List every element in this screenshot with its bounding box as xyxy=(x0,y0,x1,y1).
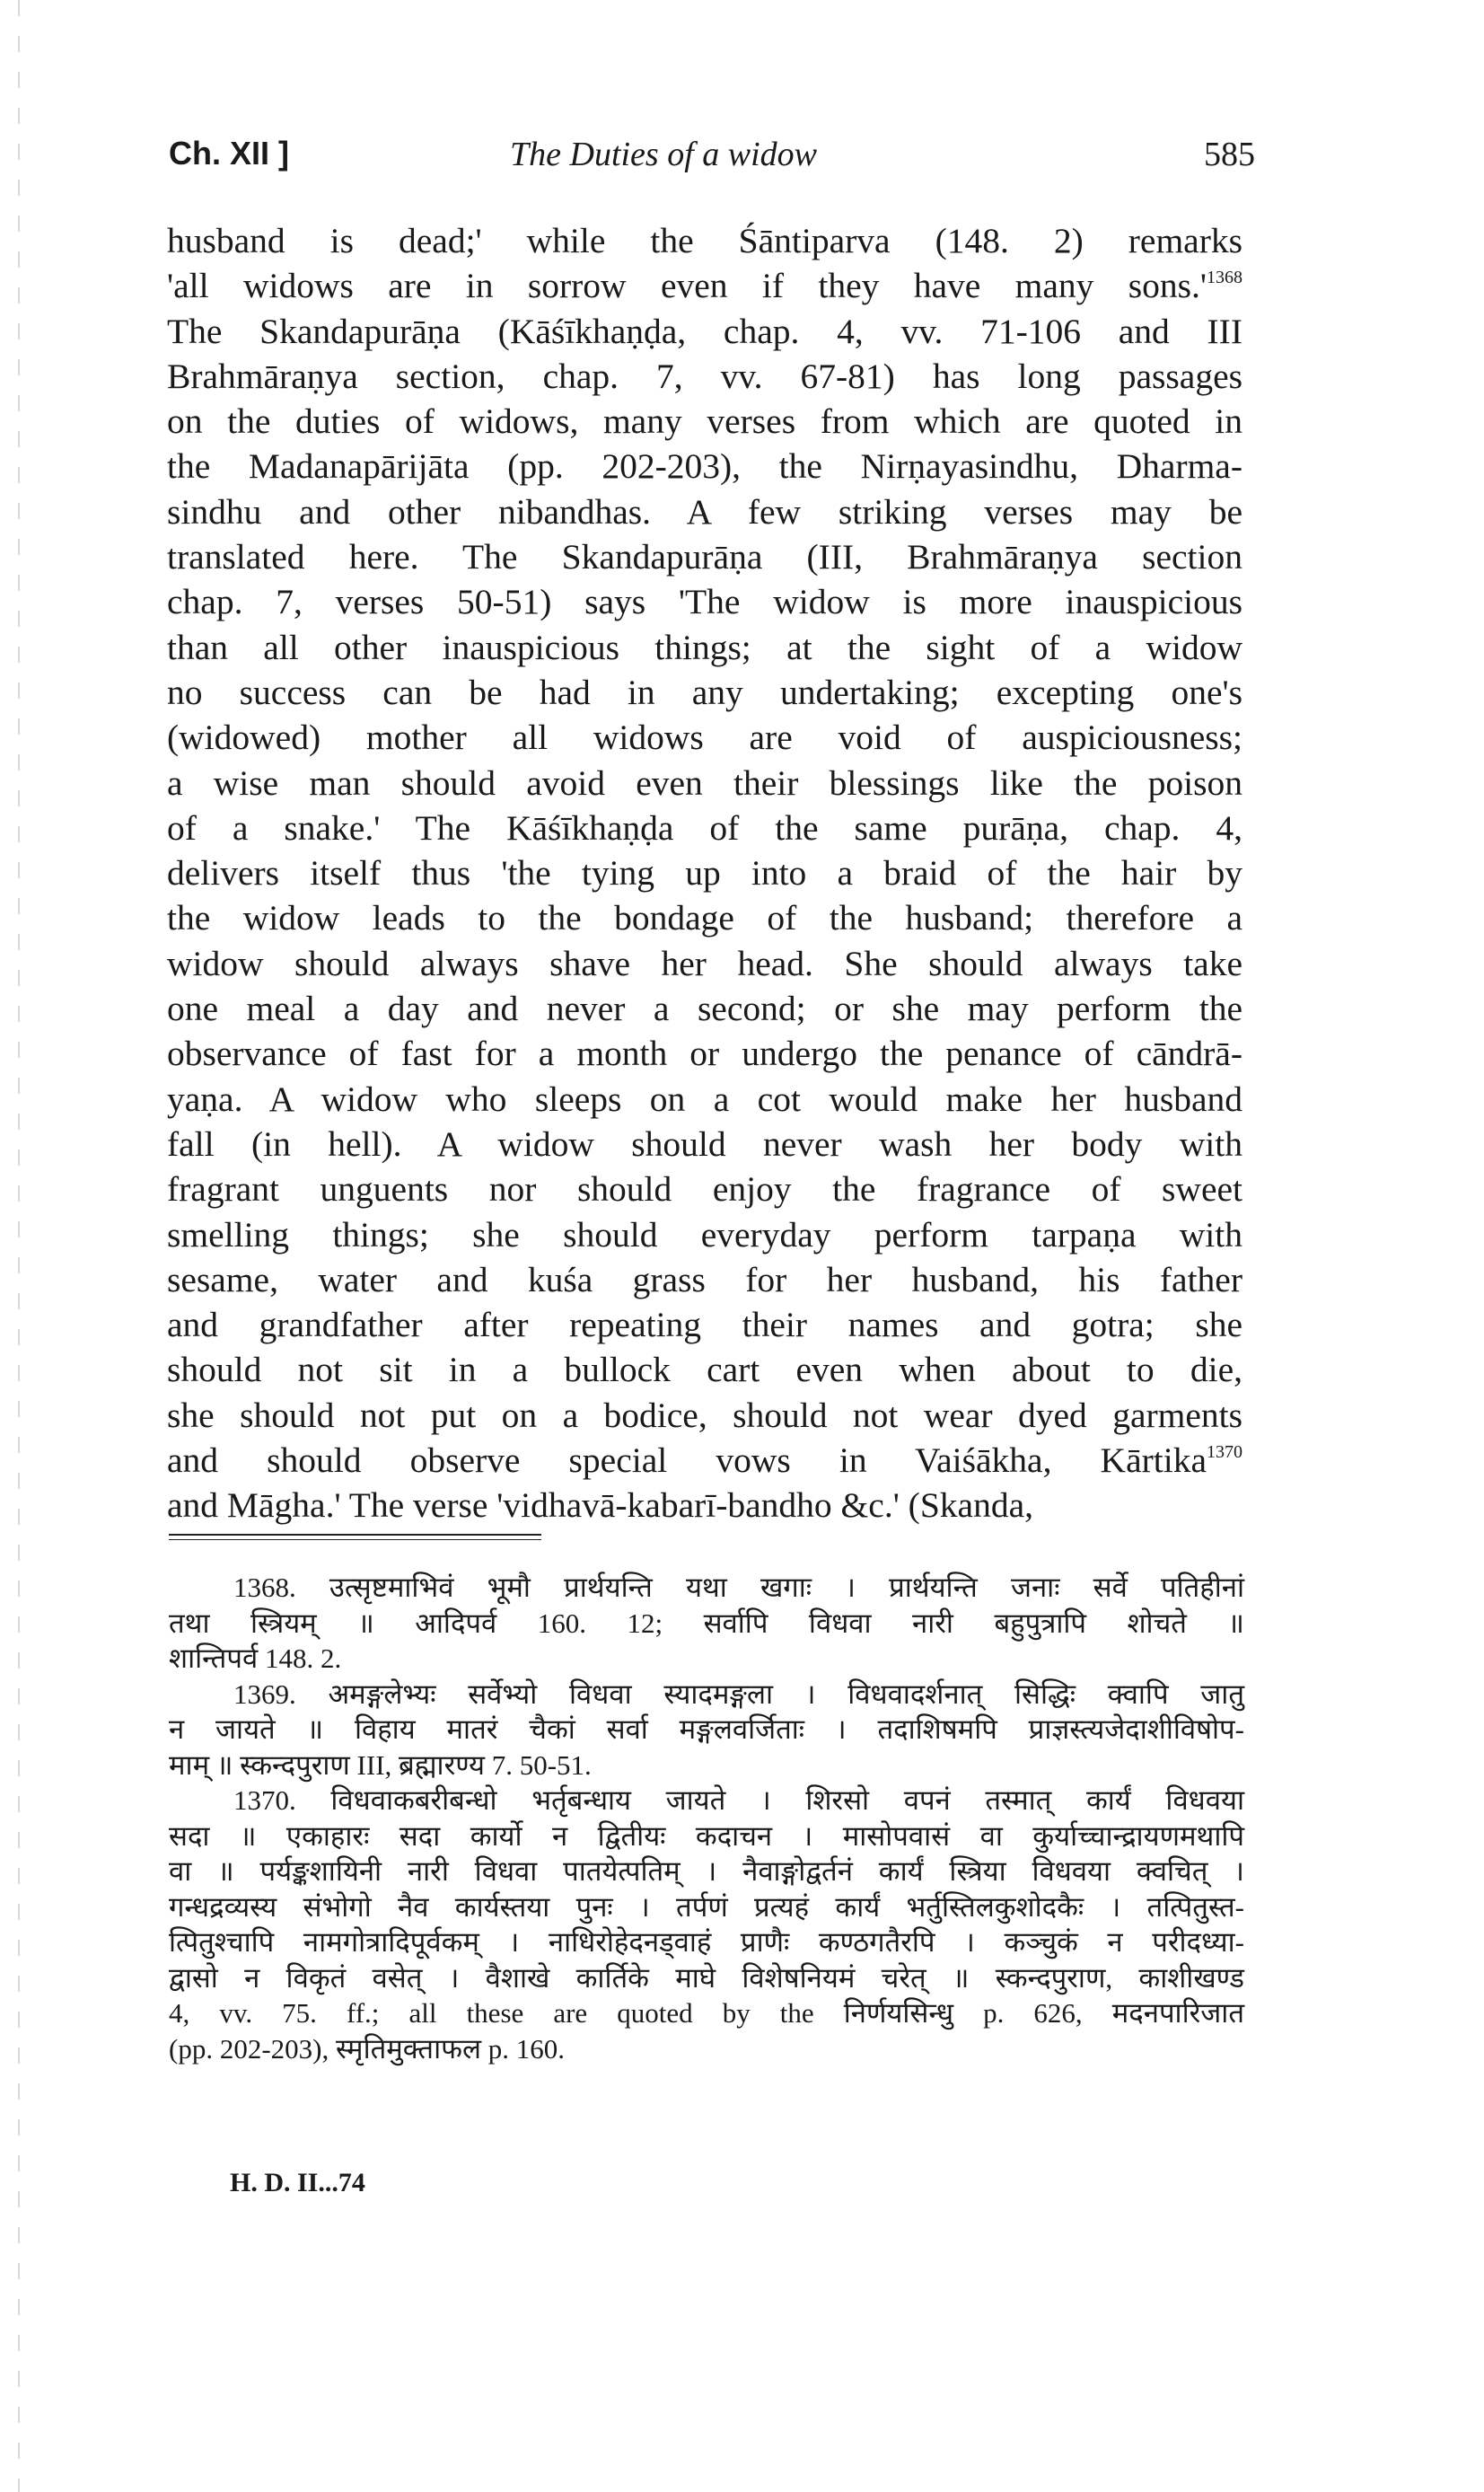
footnotes xyxy=(169,1570,1244,2066)
running-header xyxy=(169,135,1255,189)
text-line: of a snake.' The Kāśīkhaṇḍa of the same purāṇa, chap. 4, xyxy=(167,807,1243,848)
text-line: 'all widows are in sorrow even if they have many $sons.'^{1368}$ xyxy=(167,266,1243,306)
text-line: chap. 7, verses 50-51) says 'The widow is more inauspicious xyxy=(167,582,1243,622)
text-line: a wise man should avoid even their blessings like the poison xyxy=(167,762,1243,803)
footnote-line: (pp. 202-203), स्मृतिमुक्ताफल p. 160. xyxy=(169,2032,566,2065)
text-line: should not sit in a bullock cart even when about to die, xyxy=(167,1350,1243,1390)
footnote-line: न जायते ॥ विहाय मातरं चैकां सर्वा मङ्गलवर्जिताः । तदाशिषमपि प्राज्ञस्त्यजेदाशीविषोप- xyxy=(169,1713,1244,1745)
text-line: on the duties of widows, many verses from which are quoted in xyxy=(167,401,1243,442)
text-line: widow should always shave her head. She should always take xyxy=(167,943,1243,983)
footnote-line: द्वासो न विकृतं वसेत् । वैशाखे कार्तिके माघे विशेषनियमं चरेत् ॥ स्कन्दपुराण, काशीखण्ड xyxy=(169,1961,1244,1994)
text-line: and grandfather after repeating their names and gotra; she xyxy=(167,1305,1243,1345)
footnote-line: सदा ॥ एकाहारः सदा कार्यो न द्वितीयः कदाचन । मासोपवासं वा कुर्याच्चान्द्रायणमथापि xyxy=(169,1819,1244,1852)
text-line: (widowed) mother all widows are void of auspiciousness; xyxy=(167,718,1243,758)
footnote-line: गन्धद्रव्यस्य संभोगो नैव कार्यस्तया पुनः । तर्पणं प्रत्यहं कार्यं भर्तुस्तिलकुशोदकैः । तत्पितुस्त- xyxy=(169,1890,1244,1923)
footnote-line: 1369. अमङ्गलेभ्यः सर्वेभ्यो विधवा स्यादमङ्गला । विधवादर्शनात् सिद्धिः क्वापि जातु xyxy=(233,1677,1244,1710)
text-line: yaṇa. A widow who sleeps on a cot would make her husband xyxy=(167,1079,1243,1119)
chapter-label: Ch. XII ] xyxy=(169,135,289,172)
footnote-line: वा ॥ पर्यङ्कशायिनी नारी विधवा पातयेत्पतिम् । नैवाङ्गोद्वर्तनं कार्यं स्त्रिया विधवया क्वचित् । xyxy=(169,1855,1244,1887)
text-line: smelling things; she should everyday perform tarpaṇa with xyxy=(167,1214,1243,1255)
footnote-line: 1370. विधवाकबरीबन्धो भर्तृबन्धाय जायते । शिरसो वपनं तस्मात् कार्यं विधवया xyxy=(233,1784,1244,1816)
running-title: The Duties of a widow xyxy=(510,136,818,173)
text-line: the widow leads to the bondage of the husband; therefore a xyxy=(167,898,1243,938)
footnote-ref: 1368 xyxy=(1207,268,1243,288)
footnote-ref: 1370 xyxy=(1207,1442,1243,1463)
footnote-line: तथा स्त्रियम् ॥ आदिपर्व 160. 12; सर्वापि विधवा नारी बहुपुत्रापि शोचते ॥ xyxy=(169,1607,1244,1639)
footnote-rule xyxy=(169,1534,541,1536)
footnote-line: 1368. उत्सृष्टमाभिवं भूमौ प्रार्थयन्ति यथा खगाः । प्रार्थयन्ति जनाः सर्वे पतिहीनां xyxy=(233,1572,1244,1603)
text-line: no success can be had in any undertaking; excepting one's xyxy=(167,672,1243,712)
page-number: 585 xyxy=(1204,136,1255,173)
footnote-line: माम् ॥ स्कन्दपुराण III, ब्रह्मारण्य 7. 50-51. xyxy=(169,1748,592,1781)
text-line: sindhu and other nibandhas. A few striking verses may be xyxy=(167,491,1243,532)
text-line: fragrant unguents nor should enjoy the fragrance of sweet xyxy=(167,1169,1243,1210)
text-line: she should not put on a bodice, should not wear dyed garments xyxy=(167,1395,1243,1435)
text-line: delivers itself thus 'the tying up into a braid of the hair by xyxy=(167,853,1243,894)
text-line: the Madanapārijāta (pp. 202-203), the Nirṇayasindhu, Dharma- xyxy=(167,446,1243,487)
footnote-line: शान्तिपर्व 148. 2. xyxy=(169,1642,342,1674)
text-line: fall (in hell). A widow should never wash her body with xyxy=(167,1123,1243,1164)
text-line: sesame, water and kuśa grass for her husband, his father xyxy=(167,1259,1243,1299)
footnote-line: 4, vv. 75. ff.; all these are quoted by the निर्णयसिन्धु p. 626, मदनपारिजात xyxy=(169,1997,1244,2029)
text-line: Brahmāraṇya section, chap. 7, vv. 67-81) has long passages xyxy=(167,356,1243,396)
footnote-line: त्पितुश्चापि नामगोत्रादिपूर्वकम् । नाधिरोहेदनड्वाहं प्राणैः कण्ठगतैरपि । कञ्चुकं न परीदध्या- xyxy=(169,1926,1244,1958)
text-line: translated here. The Skandapurāṇa (III, Brahmāraṇya section xyxy=(167,537,1243,577)
scan-edge-mark xyxy=(18,0,20,2492)
signature-mark: H. D. II...74 xyxy=(230,2168,365,2197)
text-line: husband is dead;' while the Śāntiparva (148. 2) remarks xyxy=(167,221,1243,260)
text-line: The Skandapurāṇa (Kāśīkhaṇḍa, chap. 4, vv. 71-106 and III xyxy=(167,311,1243,351)
text-line: and Māgha.' The verse 'vidhavā-kabarī-bandho &c.' (Skanda, xyxy=(167,1485,1033,1526)
footnote-rule-lower xyxy=(169,1539,541,1540)
main-text xyxy=(167,218,1243,1528)
text-line: and should observe special vows in Vaiśākha, Kārtika$^{1370}$ xyxy=(167,1440,1243,1481)
text-line: observance of fast for a month or undergo the penance of cāndrā- xyxy=(167,1034,1243,1074)
text-line: one meal a day and never a second; or she may perform the xyxy=(167,989,1243,1029)
text-line: than all other inauspicious things; at the sight of a widow xyxy=(167,627,1243,667)
